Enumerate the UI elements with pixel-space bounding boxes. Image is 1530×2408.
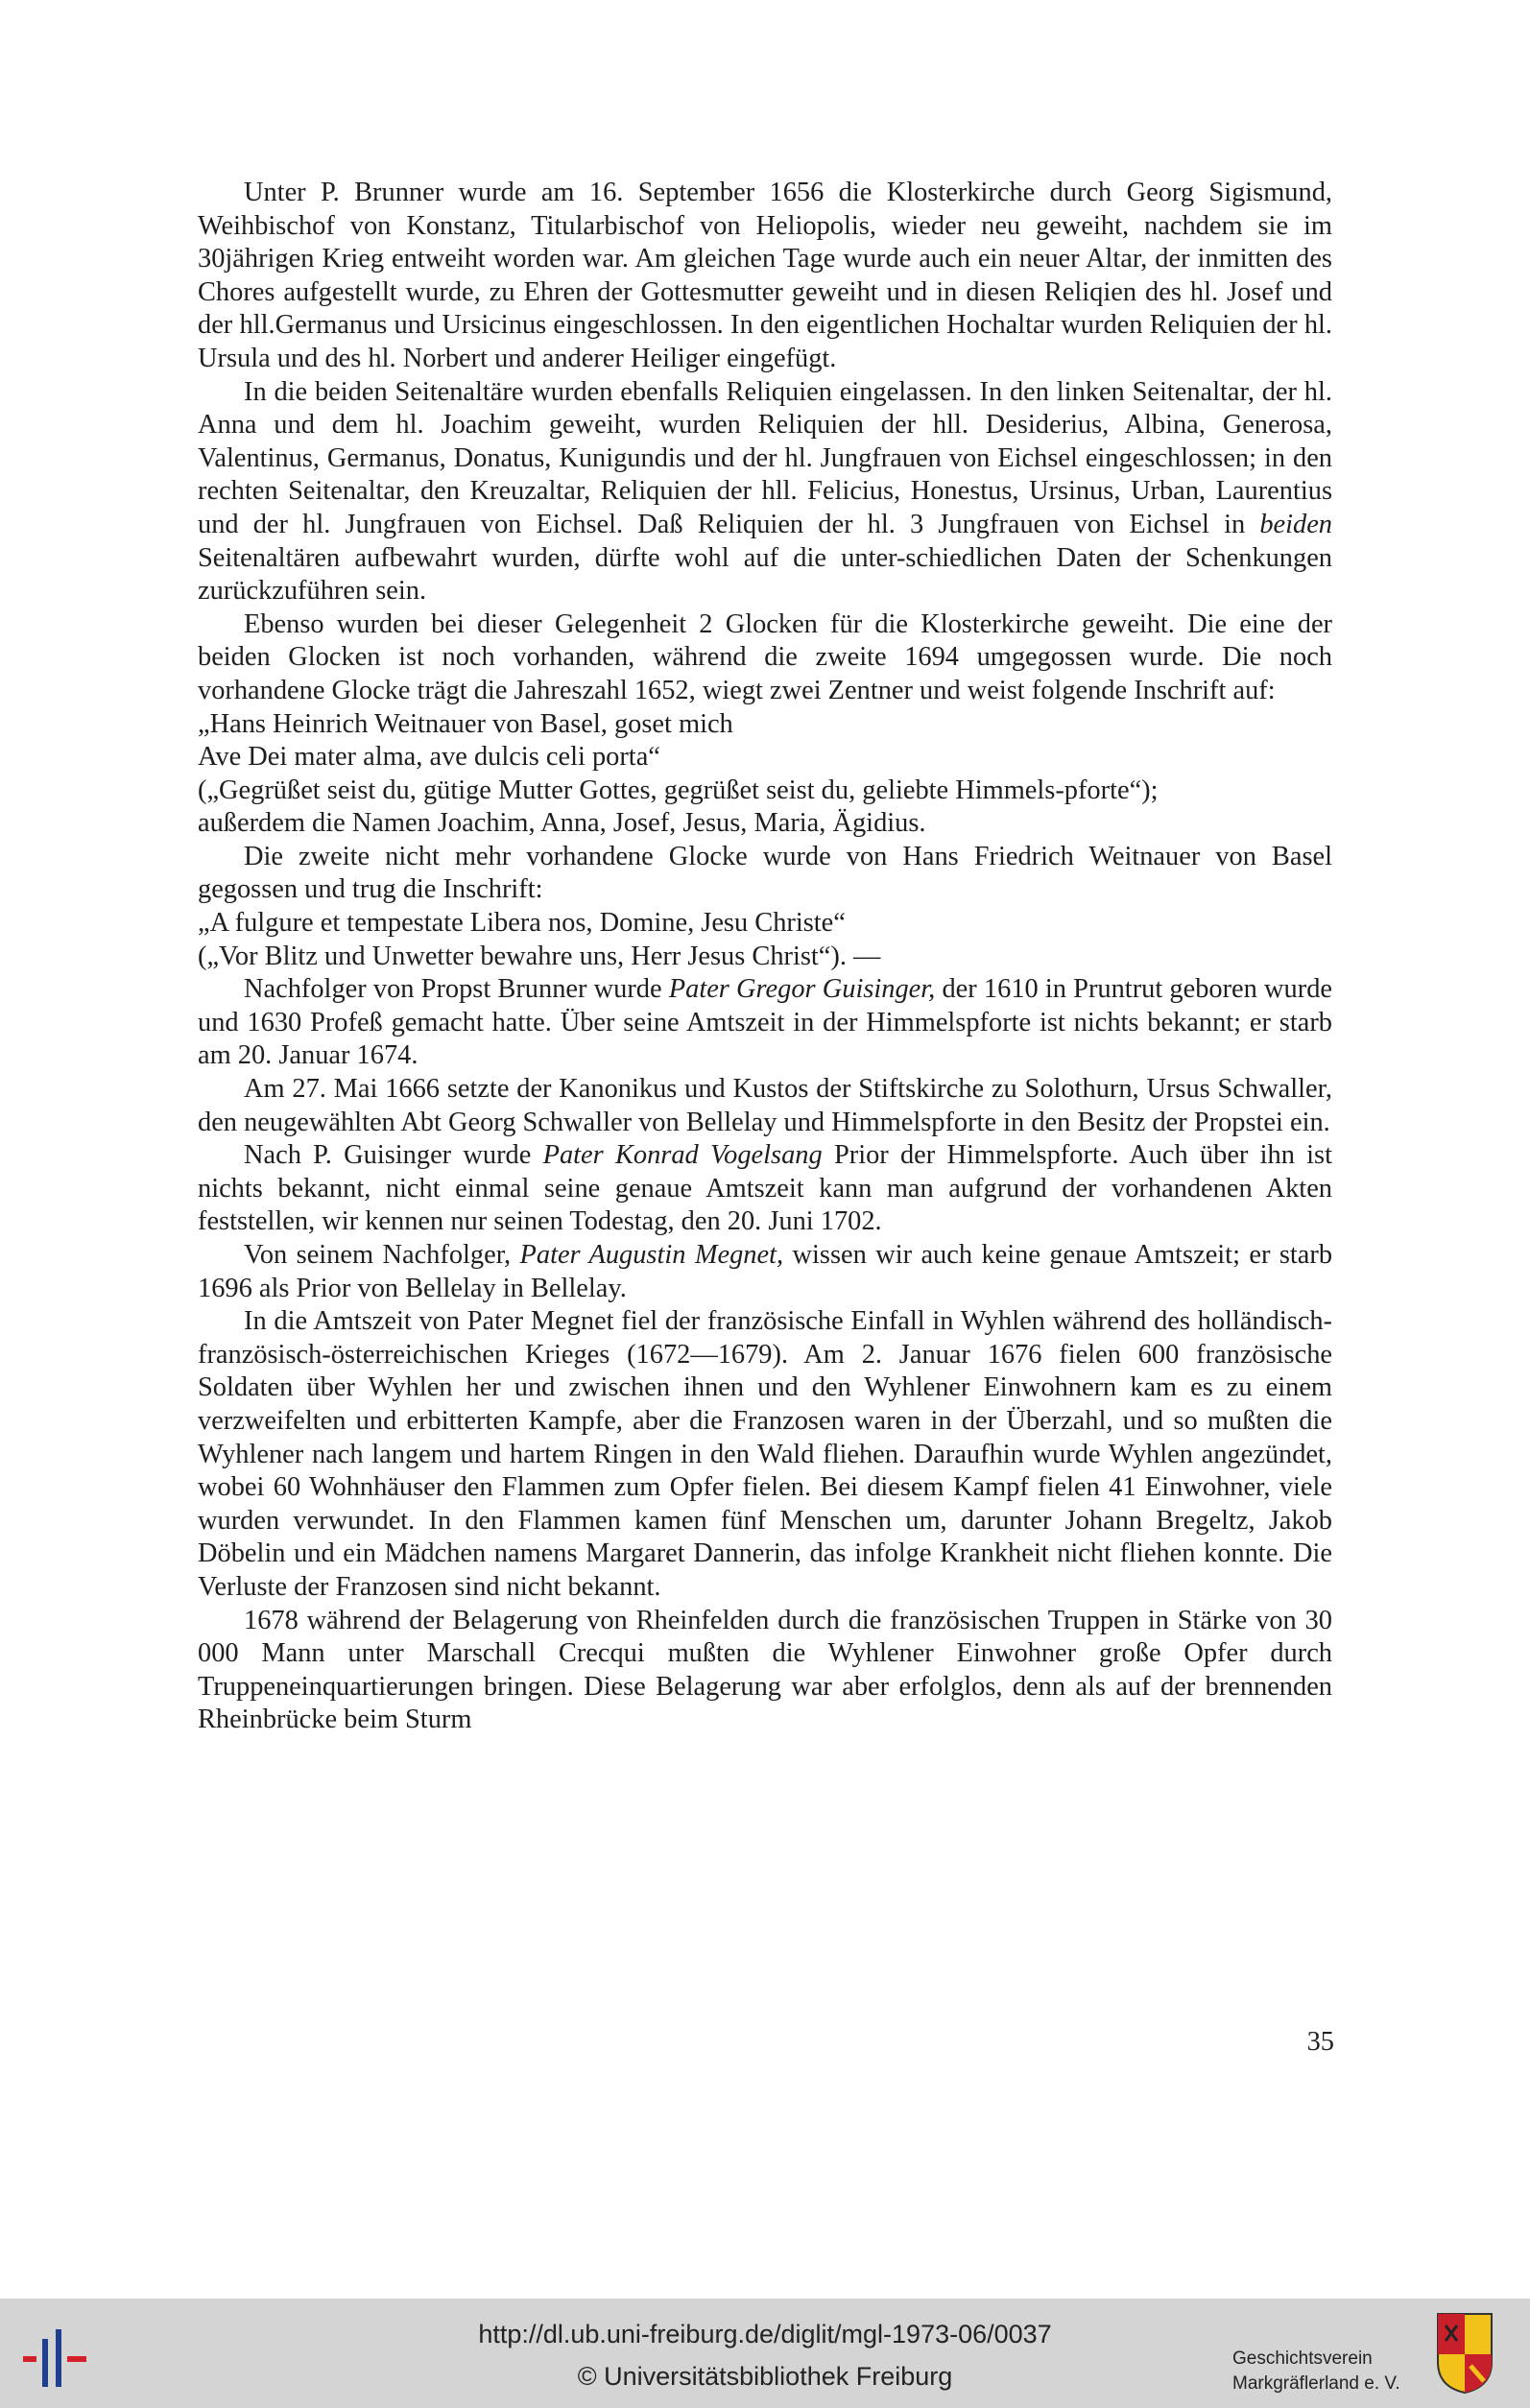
paragraph-wyhlen-raid: In die Amtszeit von Pater Megnet fiel der französische Einfall in Wyhlen während des holländisch-französisch-österreichischen Krieges (1672—1679). Am 2. Januar 1676 fielen 600 französische Soldaten über Wyhlen her und zwischen ihnen und den Wyhlener Einwohnern kam es zu einem verzweifelten und erbitterten Kampfe, aber die Franzosen waren in der Überzahl, und so mußten die Wyhlener nach langem und hartem Ringen in den Wald fliehen. Daraufhin wurde Wyhlen angezündet, wobei 60 Wohnhäuser den Flammen zum Opfer fielen. Bei diesem Kampf fielen 41 Einwohner, viele wurden verwundet. In den Flammen kamen fünf Menschen um, darunter Johann Bregeltz, Jakob Döbelin und ein Mädchen namens Margaret Dannerin, das infolge Krankheit nicht fliehen konnte. Die Verluste der Franzosen sind nicht bekannt. — [198, 1306, 1332, 1602]
paragraph-2-part-1: In die beiden Seitenaltäre wurden ebenfalls Reliquien eingelassen. In den linken Seitenaltar, der hl. Anna und dem hl. Joachim geweiht, wurden Reliquien der hll. Desiderius, Albina, Generosa, Valentinus, Germanus, Donatus, Kunigundis und der hl. Jungfrauen von Eichsel eingeschlossen; in den rechten Seitenaltar, den Kreuzaltar, Reliquien der hll. Felicius, Honestus, Ursinus, Urban, Laurentius und der hl. Jungfrauen von Eichsel. Daß Reliquien der hl. 3 Jungfrauen von Eichsel in — [198, 376, 1332, 539]
inscription-line-2: Ave Dei mater alma, ave dulcis celi porta“ — [198, 742, 660, 773]
inscription-translation: („Gegrüßet seist du, gütige Mutter Gottes, gegrüßet seist du, geliebte Himmels-pforte“); — [198, 775, 1159, 805]
society-name-line-1: Geschichtsverein — [1232, 2348, 1373, 2369]
inscription-2-line-1: „A fulgure et tempestate Libera nos, Domine, Jesu Christe“ — [198, 908, 846, 939]
paragraph-1: Unter P. Brunner wurde am 16. September 1656 die Klosterkirche durch Georg Sigismund, Weihbischof von Konstanz, Titularbischof von Heliopolis, wieder neu geweiht, nachdem sie im 30jährigen Krieg entweiht worden war. Am gleichen Tage wurde auch ein neuer Altar, der inmitten des Chores aufgestellt wurde, zu Ehren der Gottesmutter geweiht und in diesen Reliqien des hl. Josef und der hll.Germanus und Ursicinus eingeschlossen. In den eigentlichen Hochaltar wurden Reliquien der hl. Ursula und des hl. Norbert und anderer Heiliger eingefügt. — [198, 178, 1332, 373]
paragraph-vogelsang-part-1: Nach P. Guisinger wurde — [244, 1140, 543, 1171]
paragraph-rheinfelden: 1678 während der Belagerung von Rheinfelden durch die französischen Truppen in Stärke von 30 000 Mann unter Marschall Crecqui mußten die Wyhlener Einwohner große Opfer durch Truppeneinquartierungen bringen. Diese Belagerung war aber erfolglos, denn als auf der brennenden Rheinbrücke beim Sturm — [198, 1605, 1332, 1735]
footer-url-link[interactable]: http://dl.ub.uni-freiburg.de/diglit/mgl-1973-06/0037 — [478, 2320, 1052, 2348]
inscription-line-1: „Hans Heinrich Weitnauer von Basel, goset mich — [198, 708, 733, 739]
paragraph-second-bell: Die zweite nicht mehr vorhandene Glocke wurde von Hans Friedrich Weitnauer von Basel gegossen und trug die Inschrift: — [198, 841, 1332, 905]
paragraph-vogelsang-emphasis: Pater Konrad Vogelsang — [542, 1140, 823, 1171]
paragraph-megnet-emphasis: Pater Augustin Megnet, — [519, 1240, 784, 1270]
paragraph-megnet-part-2: wissen wir auch keine genaue Amtszeit; er starb 1696 als Prior von Bellelay in Bellelay. — [198, 1240, 1333, 1303]
inscription-2-translation: („Vor Blitz und Unwetter bewahre uns, Herr Jesus Christ“). — — [198, 941, 881, 971]
footer-copyright: © Universitätsbibliothek Freiburg — [577, 2362, 953, 2391]
society-name-line-2: Markgräflerland e. V. — [1232, 2373, 1400, 2394]
paragraph-2-emphasis: beiden — [1259, 509, 1332, 539]
paragraph-vogelsang — [198, 1139, 1332, 1239]
paragraph-megnet — [198, 1239, 1332, 1305]
inscription-names: außerdem die Namen Joachim, Anna, Josef, Jesus, Maria, Ägidius. — [198, 808, 926, 839]
footer-bar — [0, 2299, 1530, 2408]
paragraph-2-part-2: Seitenaltären aufbewahrt wurden, dürfte wohl auf die unter-schiedlichen Daten der Schenkungen zurückzuführen sein. — [198, 542, 1332, 607]
paragraph-3: Ebenso wurden bei dieser Gelegenheit 2 Glocken für die Klosterkirche geweiht. Die eine der beiden Glocken ist noch vorhanden, während die zweite 1694 umgegossen wurde. Die noch vorhandene Glocke trägt die Jahreszahl 1652, wiegt zwei Zentner und weist folgende Inschrift auf: — [198, 608, 1332, 705]
paragraph-1666: Am 27. Mai 1666 setzte der Kanonikus und Kustos der Stiftskirche zu Solothurn, Ursus Schwaller, den neugewählten Abt Georg Schwaller von Bellelay und Himmelspforte in den Besitz der Propstei ein. — [198, 1074, 1332, 1137]
paragraph-guisinger-part-1: Nachfolger von Propst Brunner wurde — [244, 974, 669, 1005]
paragraph-guisinger-emphasis: Pater Gregor Guisinger, — [668, 974, 936, 1005]
paragraph-megnet-part-1: Von seinem Nachfolger, — [244, 1240, 520, 1270]
paragraph-guisinger — [198, 973, 1332, 1073]
page-number: 35 — [1306, 2027, 1334, 2057]
society-name — [1232, 2347, 1400, 2396]
document-body — [198, 177, 1332, 1737]
paragraph-vogelsang-part-2: Prior der Himmelspforte. Auch über ihn ist nichts bekannt, nicht einmal seine genaue Amtszeit kann man aufgrund der vorhandenen Akten feststellen, wir kennen nur seinen Todestag, den 20. Juni 1702. — [198, 1140, 1332, 1237]
paragraph-2 — [198, 376, 1332, 608]
society-crest-icon — [1436, 2312, 1494, 2395]
paragraph-guisinger-part-2: der 1610 in Pruntrut geboren wurde und 1630 Profeß gemacht hatte. Über seine Amtszeit in der Himmelspforte ist nichts bekannt; er starb am 20. Januar 1674. — [198, 974, 1332, 1071]
